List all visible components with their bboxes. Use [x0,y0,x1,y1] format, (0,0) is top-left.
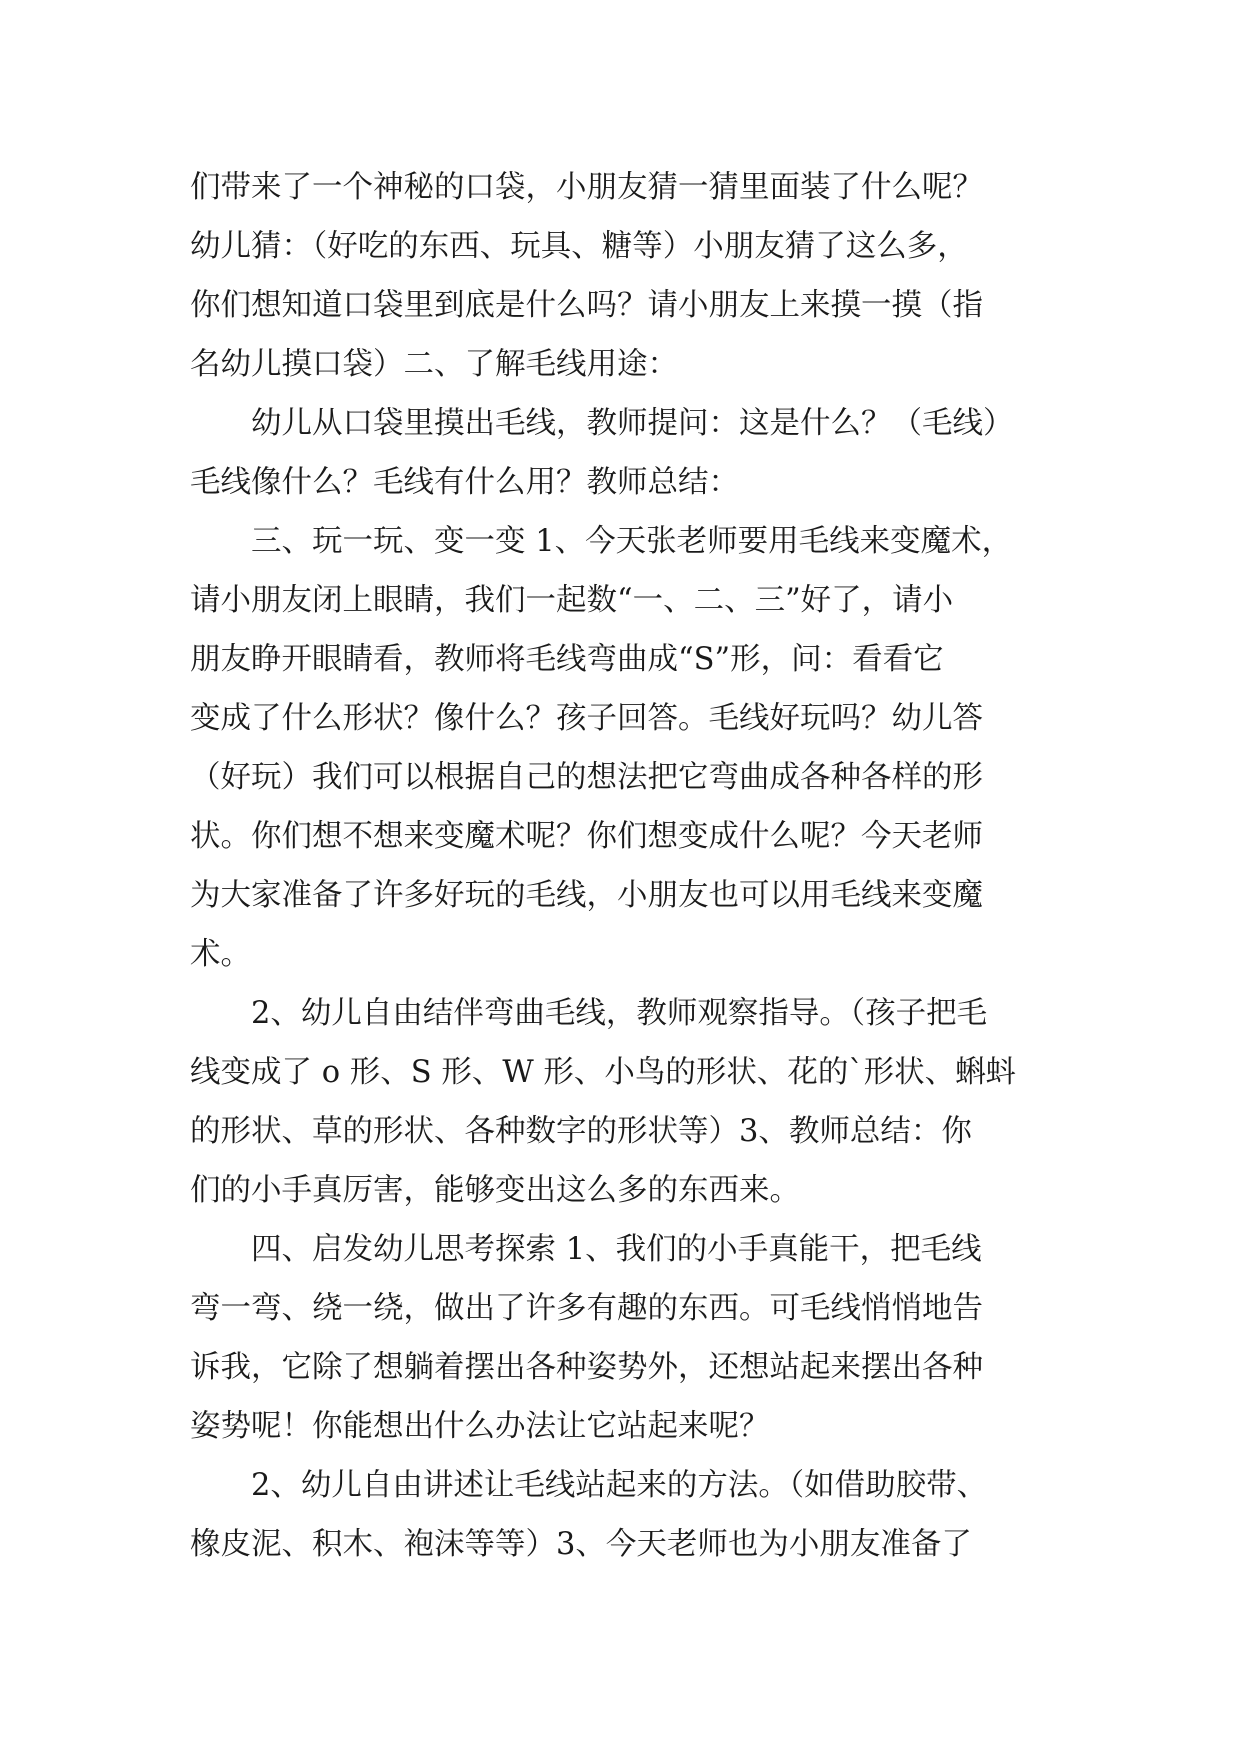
text-line: 朋友睁开眼睛看，教师将毛线弯曲成“S”形，问：看看它 [190,642,944,677]
text-line: 幼儿猜：（好吃的东西、玩具、糖等）小朋友猜了这么多， [190,229,968,264]
text-line: 弯一弯、绕一绕，做出了许多有趣的东西。可毛线悄悄地告 [190,1291,983,1326]
text-line: 橡皮泥、积木、袍沫等等）3、今天老师也为小朋友准备了 [190,1527,972,1562]
text-line: 2、幼儿自由讲述让毛线站起来的方法。（如借助胶带、 [190,1468,988,1503]
text-line: （好玩）我们可以根据自己的想法把它弯曲成各种各样的形 [190,760,983,795]
document-body [190,158,1060,1574]
text-line: 毛线像什么？毛线有什么用？教师总结： [190,465,739,500]
text-line: 变成了什么形状？像什么？孩子回答。毛线好玩吗？幼儿答 [190,701,983,736]
text-line: 的形状、草的形状、各种数字的形状等）3、教师总结：你 [190,1114,972,1149]
text-line: 三、玩一玩、变一变 1、今天张老师要用毛线来变魔术， [190,524,1013,559]
text-line: 2、幼儿自由结伴弯曲毛线，教师观察指导。（孩子把毛 [190,996,988,1031]
text-line: 术。 [190,937,251,972]
text-line: 你们想知道口袋里到底是什么吗？请小朋友上来摸一摸（指 [190,288,983,323]
text-line: 名幼儿摸口袋）二、了解毛线用途： [190,347,678,382]
text-line: 诉我，它除了想躺着摆出各种姿势外，还想站起来摆出各种 [190,1350,983,1385]
text-line: 幼儿从口袋里摸出毛线，教师提问：这是什么？（毛线） [190,406,1014,441]
text-line: 为大家准备了许多好玩的毛线，小朋友也可以用毛线来变魔 [190,878,983,913]
text-line: 线变成了 o 形、S 形、W 形、小鸟的形状、花的`形状、蝌蚪 [190,1055,1017,1090]
text-line: 状。你们想不想来变魔术呢？你们想变成什么呢？今天老师 [190,819,983,854]
text-line: 请小朋友闭上眼睛，我们一起数“一、二、三”好了，请小 [190,583,954,618]
text-line: 们的小手真厉害，能够变出这么多的东西来。 [190,1173,800,1208]
text-line: 四、启发幼儿思考探索 1、我们的小手真能干，把毛线 [190,1232,982,1267]
text-line: 们带来了一个神秘的口袋，小朋友猜一猜里面装了什么呢？ [190,170,983,205]
text-line: 姿势呢！你能想出什么办法让它站起来呢？ [190,1409,770,1444]
